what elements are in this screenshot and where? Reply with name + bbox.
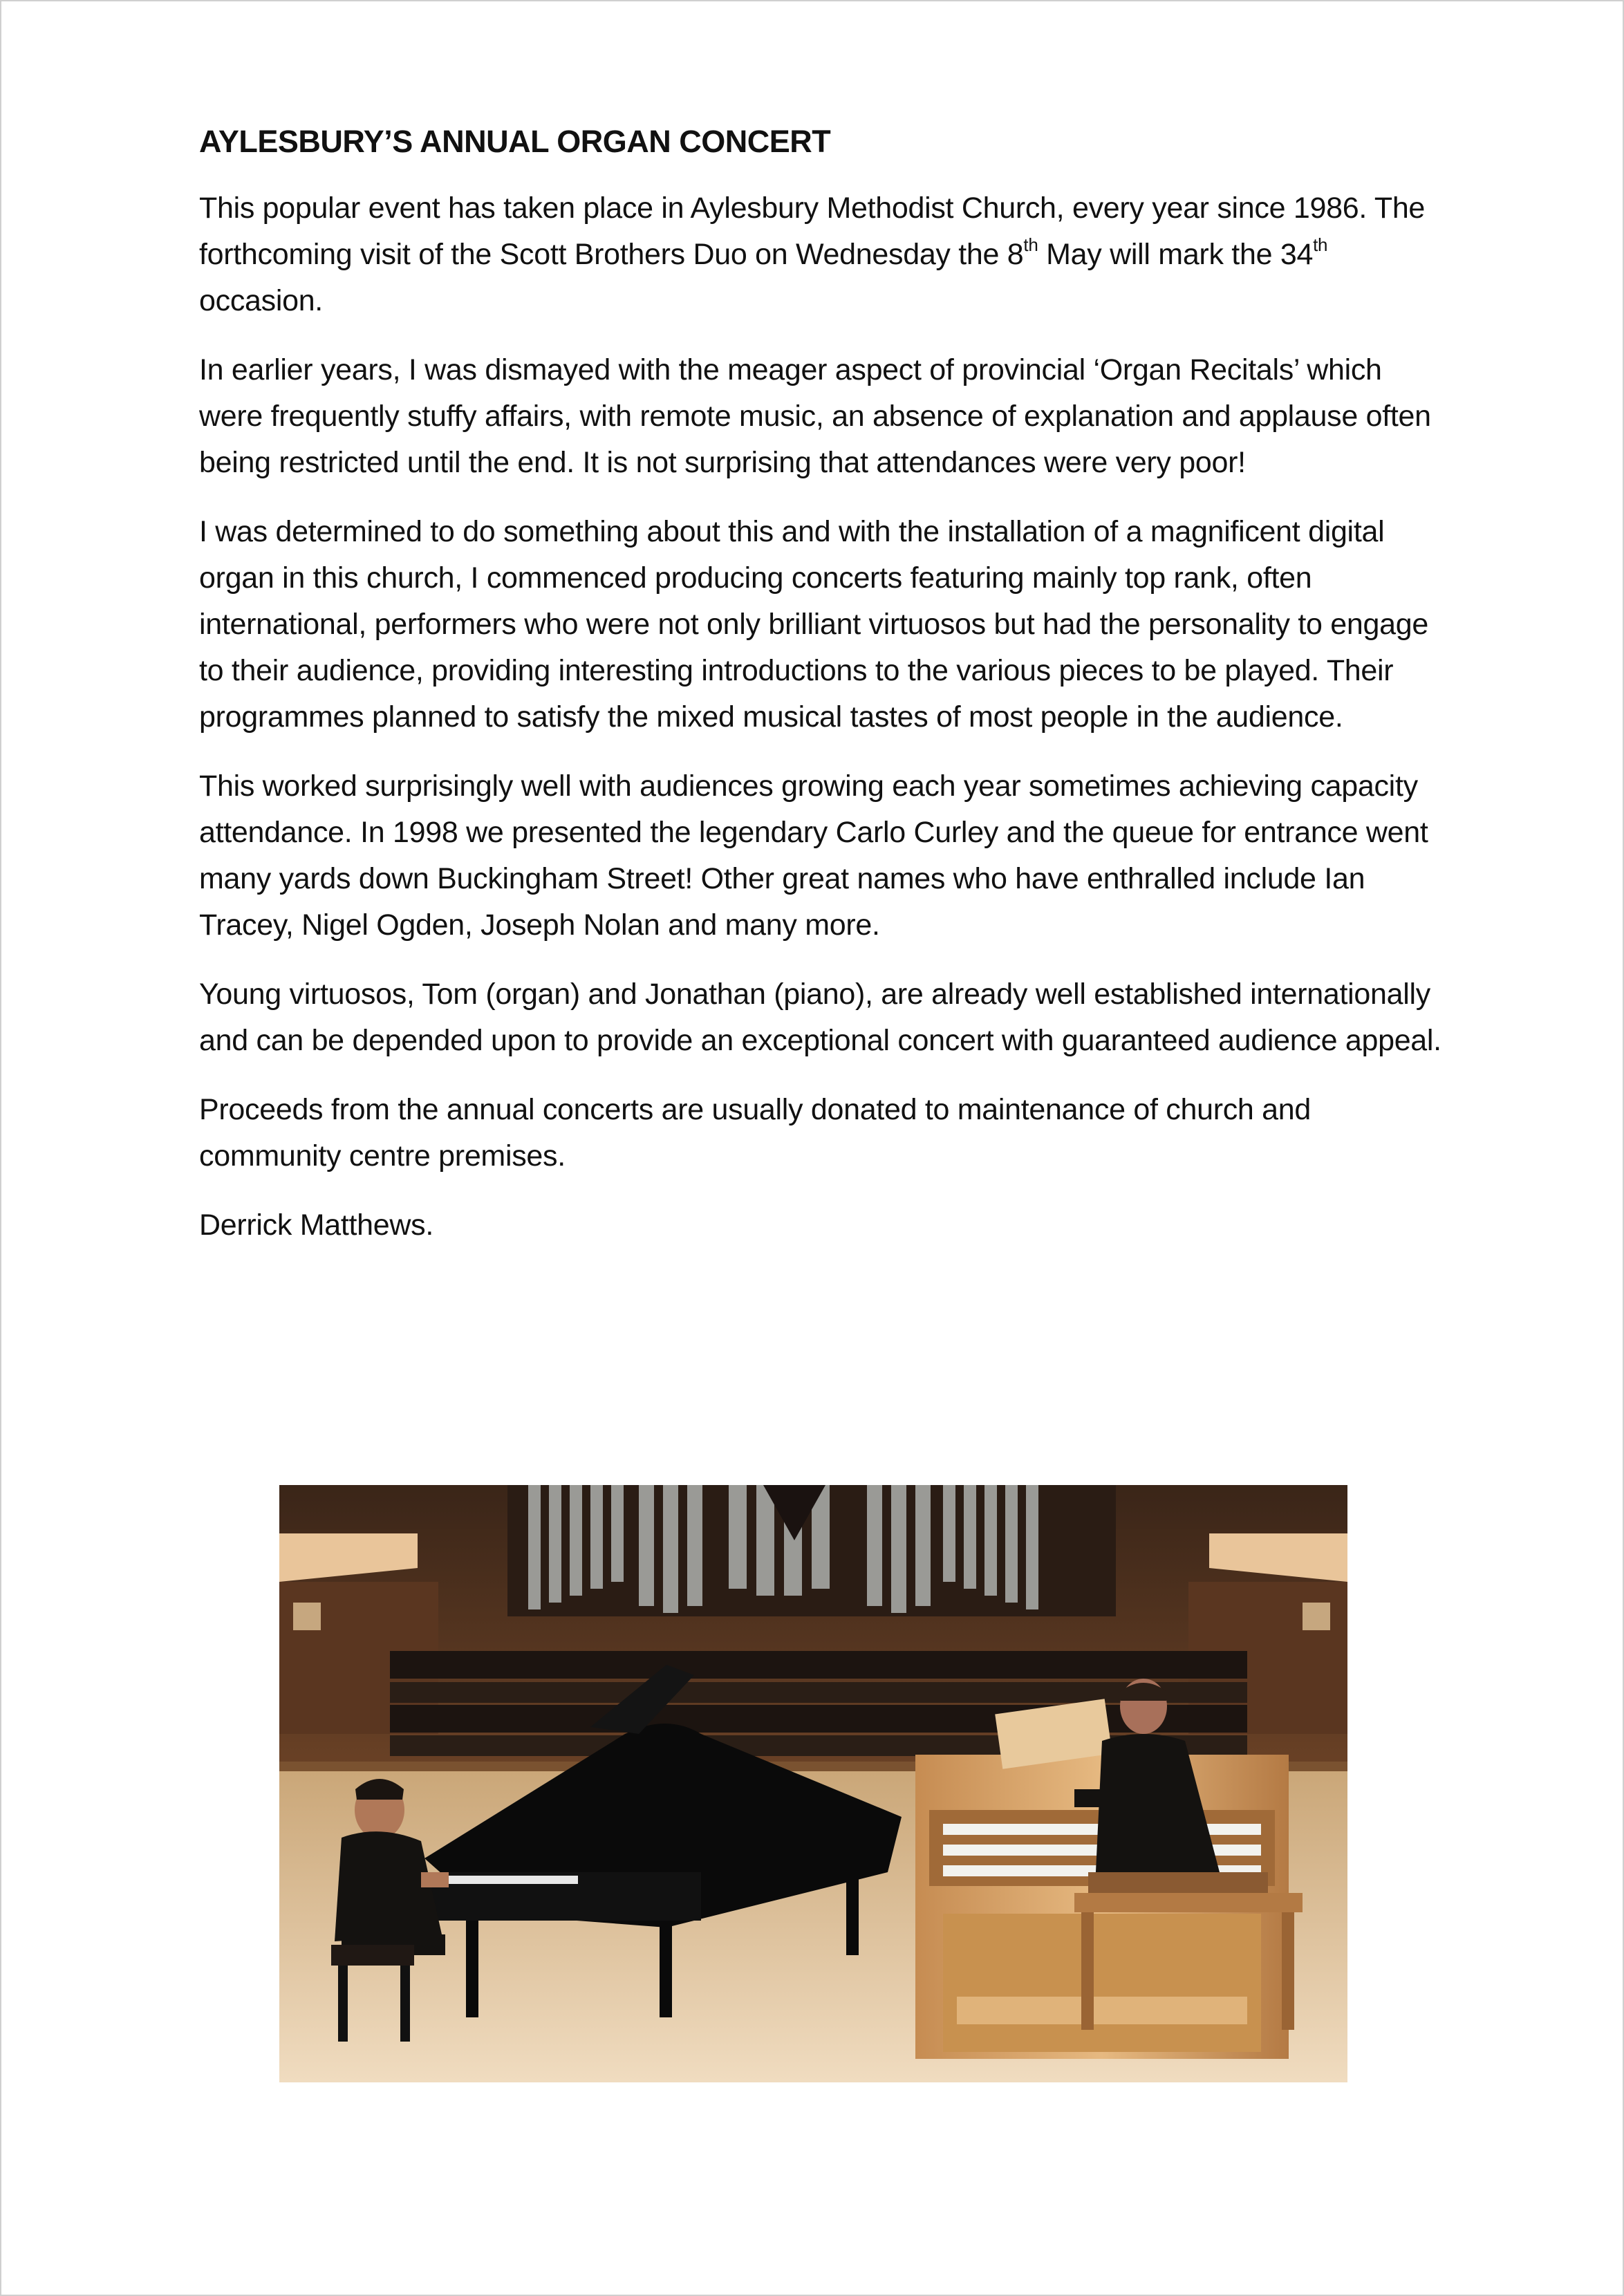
article-title: AYLESBURY’S ANNUAL ORGAN CONCERT — [199, 124, 831, 159]
paragraph-history: In earlier years, I was dismayed with the meager aspect of provincial ‘Organ Recitals’ which were frequently stuffy affairs, with remote music, an absence of explanation and applause often being restricted until the end. It is not surprising that attendances were very poor! — [199, 353, 1431, 479]
intro-text-c: occasion. — [199, 284, 323, 317]
signature: Derrick Matthews. — [199, 1208, 433, 1242]
paragraph-performers: Young virtuosos, Tom (organ) and Jonathan (piano), are already well established internationally and can be depended upon to provide an exceptional concert with guaranteed audience appeal. — [199, 978, 1441, 1057]
ordinal-suffix-1: th — [1023, 234, 1038, 255]
article — [199, 118, 1444, 1271]
paragraph-success: This worked surprisingly well with audiences growing each year sometimes achieving capacity attendance. In 1998 we presented the legendary Carlo Curley and the queue for entrance went many yards down Buckingham Street! Other great names who have enthralled include Ian Tracey, Nigel Ogden, Joseph Nolan and many more. — [199, 769, 1428, 942]
organ-bench — [1074, 1893, 1303, 1912]
organ-pipes — [507, 1485, 1116, 1616]
paragraph-proceeds: Proceeds from the annual concerts are usually donated to maintenance of church and community centre premises. — [199, 1093, 1312, 1173]
ordinal-suffix-2: th — [1313, 234, 1328, 255]
bench-leg-right — [1282, 1912, 1294, 2030]
intro-text-a: This popular event has taken place in Aylesbury Methodist Church, every year since 1986. The forthcoming visit of the Scott Brothers Duo on Wednesday the 8 — [199, 192, 1426, 271]
paragraph-intro — [199, 185, 1444, 324]
concert-hall-illustration — [279, 1485, 1347, 2082]
concert-photo — [279, 1485, 1347, 2082]
bench-leg-left — [1081, 1912, 1094, 2030]
paragraph-determination: I was determined to do something about this and with the installation of a magnificent digital organ in this church, I commenced producing concerts featuring mainly top rank, often international, performers who were not only brilliant virtuosos but had the personality to engage to their audience, providing interesting introductions to the various pieces to be played. Their programmes planned to satisfy the mixed musical tastes of most people in the audience. — [199, 515, 1428, 734]
intro-text-b: May will mark the 34 — [1038, 238, 1314, 271]
